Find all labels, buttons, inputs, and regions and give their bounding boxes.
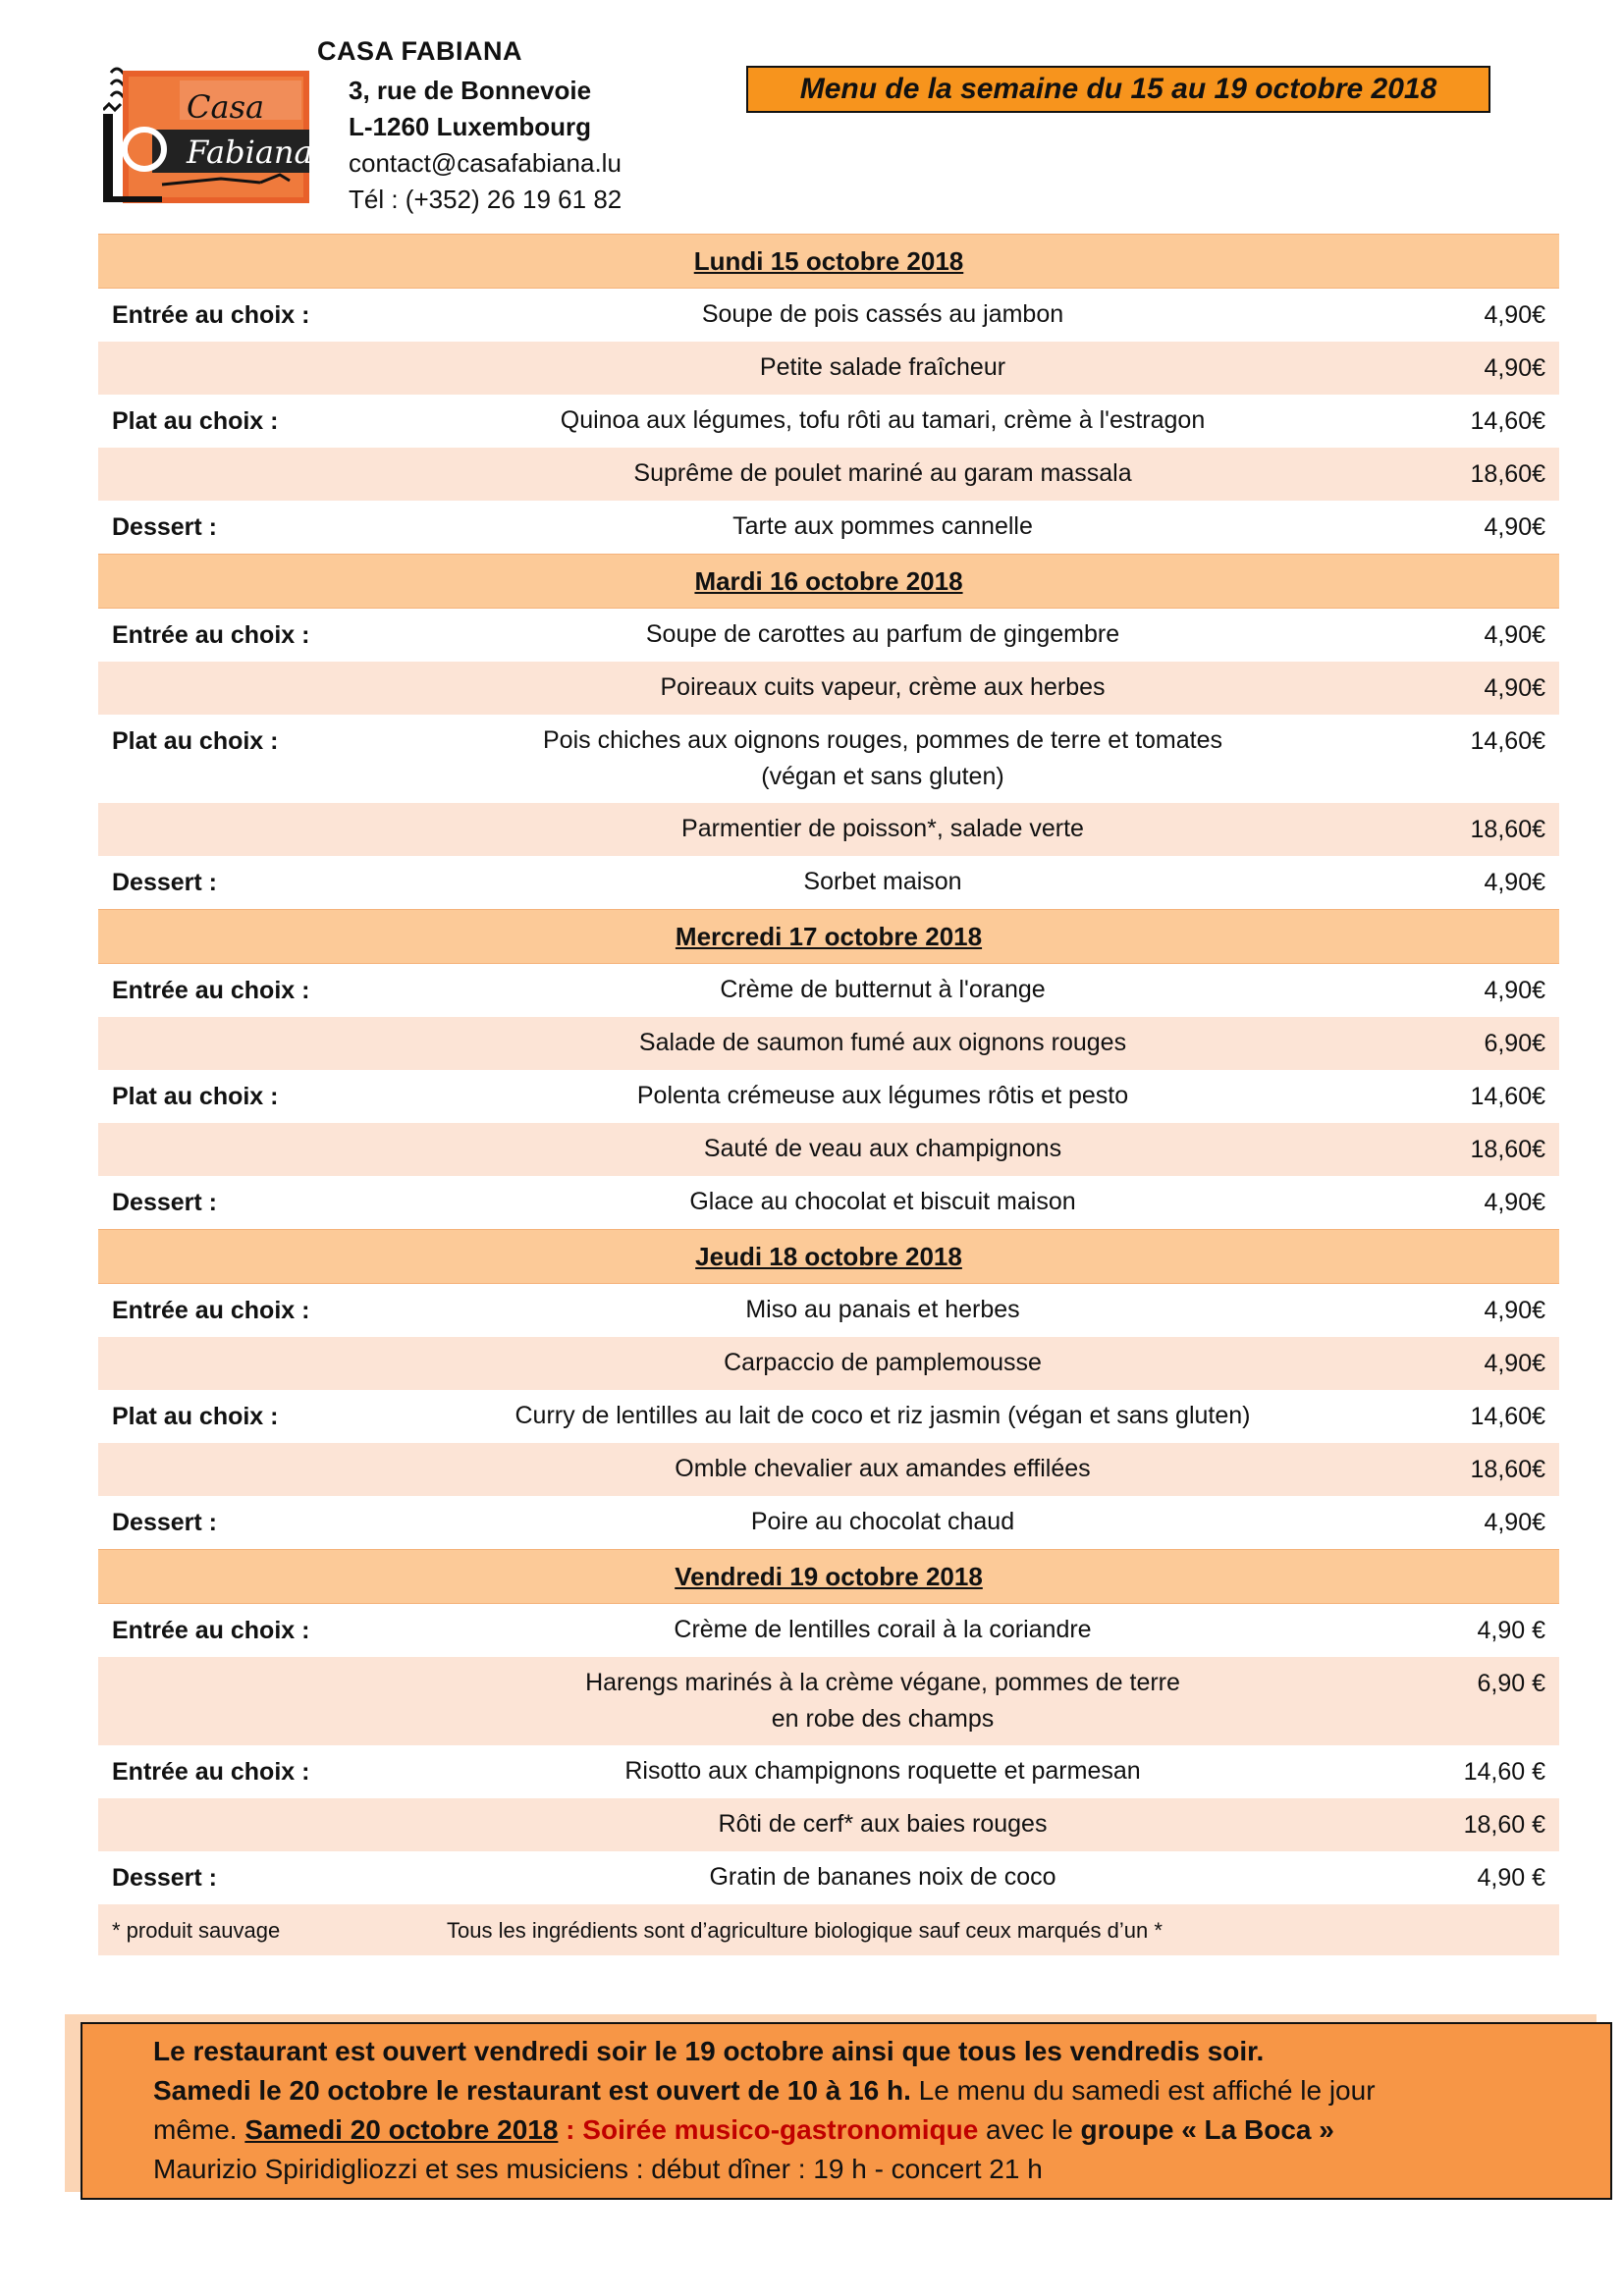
dish-name: Glace au chocolat et biscuit maison xyxy=(689,1188,1076,1215)
menu-item-row xyxy=(98,1284,1559,1337)
dish-price: 4,90€ xyxy=(1484,301,1545,329)
menu-item-row xyxy=(98,803,1559,856)
dish-description xyxy=(393,402,1373,439)
dish-price: 4,90€ xyxy=(1484,1350,1545,1377)
dish-price: 14,60€ xyxy=(1470,407,1545,435)
organic-ingredients-note: Tous les ingrédients sont d’agriculture biologique sauf ceux marqués d’un * xyxy=(447,1918,1163,1943)
dish-name: Pois chiches aux oignons rouges, pommes de terre et tomates xyxy=(542,726,1223,754)
menu-item-row xyxy=(98,1657,1559,1745)
dish-description xyxy=(393,1753,1373,1789)
course-label: Entrée au choix : xyxy=(112,1297,310,1324)
menu-item-row xyxy=(98,715,1559,803)
event-line-start: même. xyxy=(153,2114,245,2145)
dish-description xyxy=(393,722,1373,795)
dish-price: 4,90€ xyxy=(1484,674,1545,702)
dish-price: 14,60 € xyxy=(1463,1758,1545,1786)
logo-casa-text: Casa xyxy=(187,88,265,126)
dish-price: 6,90 € xyxy=(1477,1670,1545,1697)
dish-description xyxy=(393,864,1373,900)
dish-description xyxy=(393,1504,1373,1540)
dish-description xyxy=(393,508,1373,545)
dish-description xyxy=(393,616,1373,653)
dish-price: 14,60€ xyxy=(1470,1403,1545,1430)
dish-name: Parmentier de poisson*, salade verte xyxy=(681,815,1084,842)
dish-price: 18,60€ xyxy=(1470,1456,1545,1483)
event-mid-text: avec le xyxy=(978,2114,1081,2145)
dish-description xyxy=(393,1859,1373,1896)
event-colon: : xyxy=(558,2114,583,2145)
event-date: Samedi 20 octobre 2018 xyxy=(244,2114,559,2145)
menu-item-row xyxy=(98,1496,1559,1549)
dish-price: 18,60€ xyxy=(1470,816,1545,843)
dish-description xyxy=(393,1025,1373,1061)
dish-name: Salade de saumon fumé aux oignons rouges xyxy=(638,1029,1127,1056)
restaurant-name: CASA FABIANA xyxy=(317,36,523,66)
footer-line-event xyxy=(153,2114,1334,2146)
day-title: Lundi 15 octobre 2018 xyxy=(693,246,964,276)
course-label: Plat au choix : xyxy=(112,727,279,755)
dish-description xyxy=(393,1078,1373,1114)
dish-name: Tarte aux pommes cannelle xyxy=(732,512,1033,540)
course-label: Plat au choix : xyxy=(112,1083,279,1110)
dish-name: Crème de butternut à l'orange xyxy=(720,976,1046,1003)
menu-item-row xyxy=(98,501,1559,554)
dish-price: 4,90€ xyxy=(1484,1509,1545,1536)
day-title: Vendredi 19 octobre 2018 xyxy=(675,1562,983,1591)
menu-item-row xyxy=(98,1798,1559,1851)
menu-item-row xyxy=(98,1176,1559,1229)
dish-price: 6,90€ xyxy=(1484,1030,1545,1057)
dish-name: Soupe de carottes au parfum de gingembre xyxy=(645,620,1120,648)
email-address[interactable]: contact@casafabiana.lu xyxy=(349,148,622,178)
dish-name: Gratin de bananes noix de coco xyxy=(709,1863,1056,1891)
phone-number: Tél : (+352) 26 19 61 82 xyxy=(349,185,623,214)
course-label: Dessert : xyxy=(112,513,217,541)
dish-name: Sorbet maison xyxy=(803,868,962,895)
menu-item-row xyxy=(98,1604,1559,1657)
dish-description xyxy=(393,972,1373,1008)
footer-line-friday xyxy=(153,2036,1264,2067)
event-name: Soirée musico-gastronomique xyxy=(582,2114,979,2145)
dish-name: Suprême de poulet mariné au garam massala xyxy=(633,459,1132,487)
menu-item-row xyxy=(98,964,1559,1017)
dish-name: Risotto aux champignons roquette et parmesan xyxy=(624,1757,1141,1785)
wild-product-note: * produit sauvage xyxy=(112,1918,281,1943)
day-header-row xyxy=(98,909,1559,964)
course-label: Dessert : xyxy=(112,1189,217,1216)
dish-name: Omble chevalier aux amandes effilées xyxy=(675,1455,1091,1482)
dish-description xyxy=(393,669,1373,706)
dish-price: 4,90€ xyxy=(1484,977,1545,1004)
day-title: Mercredi 17 octobre 2018 xyxy=(675,922,983,951)
course-label: Plat au choix : xyxy=(112,1403,279,1430)
dish-price: 4,90€ xyxy=(1484,869,1545,896)
dish-price: 4,90€ xyxy=(1484,1297,1545,1324)
dish-price: 18,60€ xyxy=(1470,1136,1545,1163)
dish-description xyxy=(393,1612,1373,1648)
dish-price: 4,90€ xyxy=(1484,1189,1545,1216)
dish-price: 4,90 € xyxy=(1477,1864,1545,1892)
dish-name: Soupe de pois cassés au jambon xyxy=(701,300,1064,328)
dish-name: Carpaccio de pamplemousse xyxy=(724,1349,1042,1376)
weekly-menu-table xyxy=(98,234,1559,1955)
footnote-row xyxy=(98,1904,1559,1955)
dish-name: Rôti de cerf* aux baies rouges xyxy=(718,1810,1048,1838)
dish-name: Sauté de veau aux champignons xyxy=(703,1135,1062,1162)
course-label: Dessert : xyxy=(112,869,217,896)
menu-item-row xyxy=(98,856,1559,909)
dish-price: 18,60€ xyxy=(1470,460,1545,488)
day-header-row xyxy=(98,1229,1559,1284)
course-label: Entrée au choix : xyxy=(112,977,310,1004)
course-label: Entrée au choix : xyxy=(112,1617,310,1644)
course-label: Dessert : xyxy=(112,1509,217,1536)
saturday-hours-text: Samedi le 20 octobre le restaurant est ouvert de 10 à 16 h. xyxy=(153,2075,911,2106)
dish-price: 4,90 € xyxy=(1477,1617,1545,1644)
dish-description xyxy=(393,455,1373,492)
dish-name: Quinoa aux légumes, tofu rôti au tamari, crème à l'estragon xyxy=(560,406,1206,434)
dish-name: Crème de lentilles corail à la coriandre xyxy=(674,1616,1092,1643)
event-group: groupe « La Boca » xyxy=(1080,2114,1334,2145)
dish-price: 14,60€ xyxy=(1470,1083,1545,1110)
menu-item-row xyxy=(98,289,1559,342)
dish-description xyxy=(393,349,1373,386)
dish-description xyxy=(393,811,1373,847)
dish-price: 4,90€ xyxy=(1484,513,1545,541)
course-label: Entrée au choix : xyxy=(112,1758,310,1786)
day-title: Mardi 16 octobre 2018 xyxy=(694,566,963,596)
menu-item-row xyxy=(98,609,1559,662)
day-header-row xyxy=(98,234,1559,289)
casa-fabiana-logo xyxy=(103,59,314,206)
course-label: Entrée au choix : xyxy=(112,301,310,329)
menu-item-row xyxy=(98,395,1559,448)
day-header-row xyxy=(98,1549,1559,1604)
menu-item-row xyxy=(98,1443,1559,1496)
course-label: Entrée au choix : xyxy=(112,621,310,649)
dish-price: 18,60 € xyxy=(1463,1811,1545,1839)
day-header-row xyxy=(98,554,1559,609)
dish-description xyxy=(393,1131,1373,1167)
dish-price: 4,90€ xyxy=(1484,621,1545,649)
dish-description xyxy=(393,1665,1373,1737)
dish-name: Miso au panais et herbes xyxy=(745,1296,1020,1323)
opening-info-box xyxy=(81,2022,1612,2200)
dish-description xyxy=(393,1806,1373,1842)
city-address: L-1260 Luxembourg xyxy=(349,112,592,141)
friday-opening-text: Le restaurant est ouvert vendredi soir le 19 octobre ainsi que tous les vendredis soir. xyxy=(153,2036,1265,2066)
footer-line-musicians xyxy=(153,2154,1043,2185)
menu-item-row xyxy=(98,448,1559,501)
course-label: Dessert : xyxy=(112,1864,217,1892)
dish-name-continued: en robe des champs xyxy=(771,1705,995,1733)
dish-name: Poireaux cuits vapeur, crème aux herbes xyxy=(660,673,1106,701)
menu-item-row xyxy=(98,1070,1559,1123)
menu-item-row xyxy=(98,1745,1559,1798)
course-label: Plat au choix : xyxy=(112,407,279,435)
menu-item-row xyxy=(98,662,1559,715)
musicians-schedule: Maurizio Spiridigliozzi et ses musiciens : début dîner : 19 h - concert 21 h xyxy=(153,2154,1043,2184)
menu-item-row xyxy=(98,342,1559,395)
dish-name-continued: (végan et sans gluten) xyxy=(761,763,1004,790)
week-menu-title: Menu de la semaine du 15 au 19 octobre 2018 xyxy=(746,66,1490,113)
footer-line-saturday xyxy=(153,2075,1376,2107)
dish-price: 4,90€ xyxy=(1484,354,1545,382)
address-block xyxy=(349,73,622,218)
dish-name: Poire au chocolat chaud xyxy=(750,1508,1015,1535)
logo-fabiana-text: Fabiana xyxy=(187,133,313,171)
menu-item-row xyxy=(98,1123,1559,1176)
saturday-menu-text: Le menu du samedi est affiché le jour xyxy=(910,2075,1376,2106)
dish-description xyxy=(393,296,1373,333)
dish-description xyxy=(393,1451,1373,1487)
dish-description xyxy=(393,1398,1373,1434)
menu-item-row xyxy=(98,1337,1559,1390)
dish-name: Curry de lentilles au lait de coco et riz jasmin (végan et sans gluten) xyxy=(514,1402,1251,1429)
menu-item-row xyxy=(98,1390,1559,1443)
menu-item-row xyxy=(98,1851,1559,1904)
dish-description xyxy=(393,1292,1373,1328)
dish-name: Harengs marinés à la crème végane, pommes de terre xyxy=(585,1669,1180,1696)
street-address: 3, rue de Bonnevoie xyxy=(349,76,592,105)
day-title: Jeudi 18 octobre 2018 xyxy=(695,1242,962,1271)
menu-item-row xyxy=(98,1017,1559,1070)
dish-name: Petite salade fraîcheur xyxy=(759,353,1006,381)
dish-description xyxy=(393,1184,1373,1220)
dish-description xyxy=(393,1345,1373,1381)
dish-price: 14,60€ xyxy=(1470,727,1545,755)
dish-name: Polenta crémeuse aux légumes rôtis et pesto xyxy=(636,1082,1129,1109)
